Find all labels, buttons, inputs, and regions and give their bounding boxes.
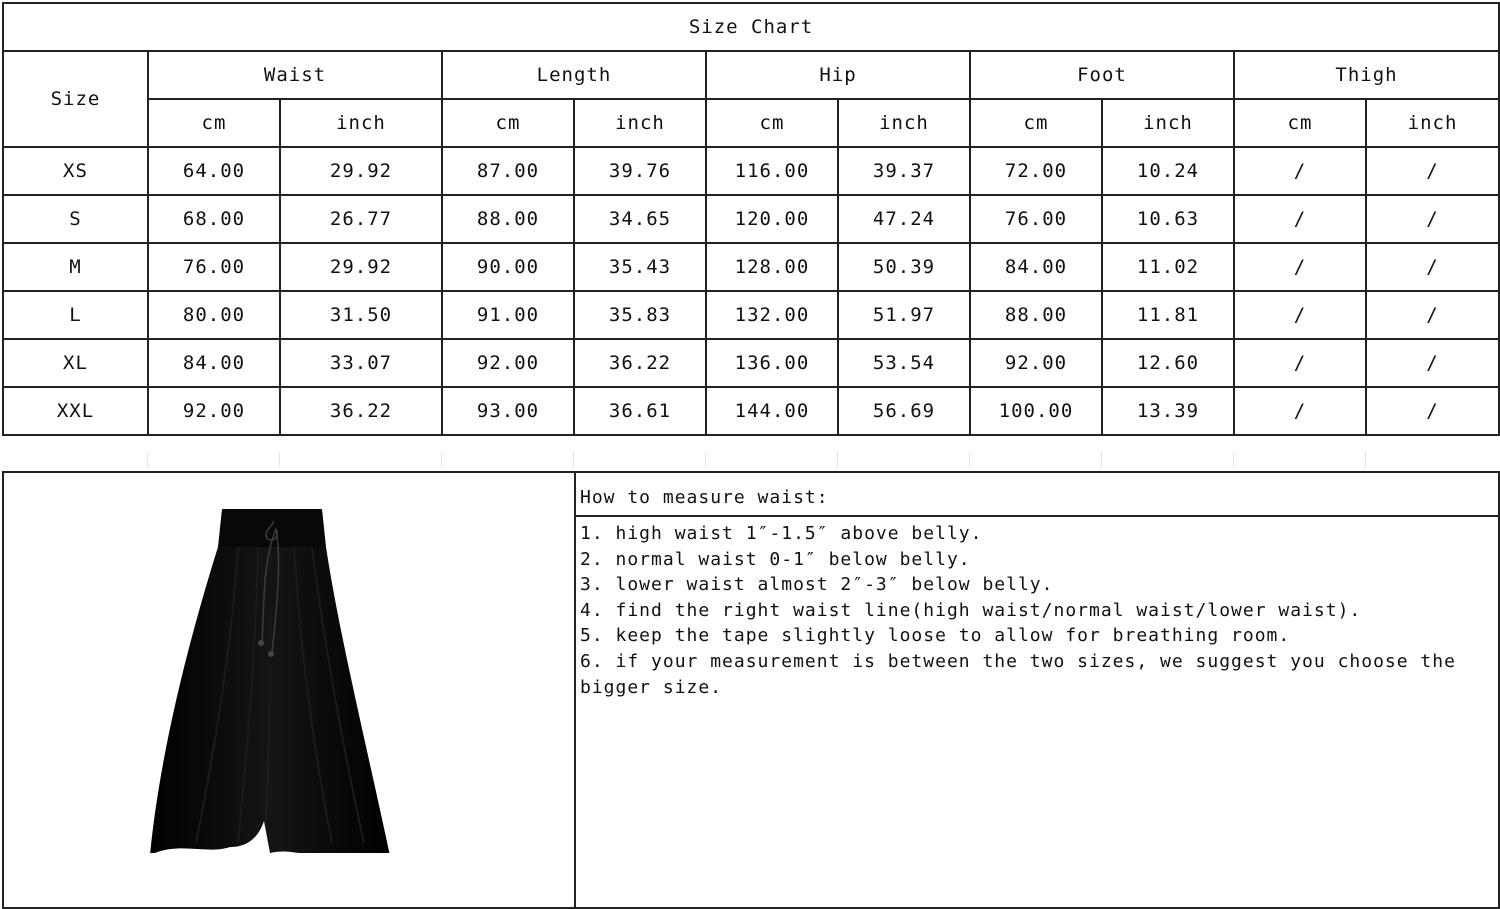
table-cell: 92.00 <box>148 387 280 435</box>
table-cell: 10.24 <box>1102 147 1234 195</box>
size-label-cell: S <box>3 195 148 243</box>
table-cell: / <box>1234 243 1366 291</box>
table-cell: 136.00 <box>706 339 838 387</box>
measure-instructions-panel <box>576 473 1498 907</box>
table-cell: 72.00 <box>970 147 1102 195</box>
table-cell: 76.00 <box>970 195 1102 243</box>
ghost-line <box>147 452 148 468</box>
unit-header-foot-cm: cm <box>970 99 1102 147</box>
table-cell: 13.39 <box>1102 387 1234 435</box>
size-label-cell: XXL <box>3 387 148 435</box>
table-cell: 36.22 <box>574 339 706 387</box>
table-cell: 33.07 <box>280 339 442 387</box>
table-cell: 84.00 <box>148 339 280 387</box>
table-cell: 144.00 <box>706 387 838 435</box>
table-cell: 35.43 <box>574 243 706 291</box>
table-cell: / <box>1366 339 1499 387</box>
table-cell: / <box>1234 387 1366 435</box>
table-cell: 31.50 <box>280 291 442 339</box>
table-row <box>3 291 1499 339</box>
unit-header-thigh-inch: inch <box>1366 99 1499 147</box>
table-cell: / <box>1234 291 1366 339</box>
table-cell: 80.00 <box>148 291 280 339</box>
table-row <box>3 147 1499 195</box>
table-cell: 90.00 <box>442 243 574 291</box>
table-row <box>3 195 1499 243</box>
ghost-line <box>279 452 280 468</box>
group-header-hip: Hip <box>706 51 970 99</box>
unit-header-row <box>3 99 1499 147</box>
table-cell: 91.00 <box>442 291 574 339</box>
table-cell: 53.54 <box>838 339 970 387</box>
measure-instruction-item: 6. if your measurement is between the two sizes, we suggest you choose the bigger size. <box>580 650 1456 698</box>
table-cell: / <box>1234 339 1366 387</box>
table-cell: / <box>1366 147 1499 195</box>
table-cell: 36.22 <box>280 387 442 435</box>
measure-instruction-item: 3. lower waist almost 2″-3″ below belly. <box>580 574 1054 596</box>
table-cell: / <box>1366 195 1499 243</box>
table-cell: 35.83 <box>574 291 706 339</box>
ghost-line <box>441 452 442 468</box>
table-cell: / <box>1366 387 1499 435</box>
group-header-foot: Foot <box>970 51 1234 99</box>
table-cell: 39.76 <box>574 147 706 195</box>
unit-header-foot-inch: inch <box>1102 99 1234 147</box>
table-cell: 56.69 <box>838 387 970 435</box>
unit-header-hip-inch: inch <box>838 99 970 147</box>
size-table-body <box>3 147 1499 435</box>
group-header-waist: Waist <box>148 51 442 99</box>
table-cell: 26.77 <box>280 195 442 243</box>
unit-header-length-cm: cm <box>442 99 574 147</box>
ghost-line <box>837 452 838 468</box>
table-cell: 92.00 <box>970 339 1102 387</box>
table-cell: 84.00 <box>970 243 1102 291</box>
unit-header-hip-cm: cm <box>706 99 838 147</box>
group-header-thigh: Thigh <box>1234 51 1499 99</box>
ghost-line <box>705 452 706 468</box>
table-cell: 51.97 <box>838 291 970 339</box>
table-cell: 11.81 <box>1102 291 1234 339</box>
measure-instruction-item: 4. find the right waist line(high waist/normal waist/lower waist). <box>580 599 1362 621</box>
table-cell: 132.00 <box>706 291 838 339</box>
table-cell: 29.92 <box>280 147 442 195</box>
table-cell: 92.00 <box>442 339 574 387</box>
table-cell: 39.37 <box>838 147 970 195</box>
table-row <box>3 243 1499 291</box>
size-label-cell: XL <box>3 339 148 387</box>
table-cell: 36.61 <box>574 387 706 435</box>
ghost-line <box>573 452 574 468</box>
size-label-cell: XS <box>3 147 148 195</box>
table-cell: 47.24 <box>838 195 970 243</box>
table-cell: / <box>1234 195 1366 243</box>
unit-header-length-inch: inch <box>574 99 706 147</box>
table-cell: 12.60 <box>1102 339 1234 387</box>
ghost-line <box>1101 452 1102 468</box>
ghost-line <box>969 452 970 468</box>
table-cell: / <box>1234 147 1366 195</box>
unit-header-waist-inch: inch <box>280 99 442 147</box>
table-cell: 34.65 <box>574 195 706 243</box>
table-cell: 128.00 <box>706 243 838 291</box>
table-cell: 50.39 <box>838 243 970 291</box>
table-row <box>3 387 1499 435</box>
table-cell: 88.00 <box>970 291 1102 339</box>
table-cell: 93.00 <box>442 387 574 435</box>
measure-instruction-item: 2. normal waist 0-1″ below belly. <box>580 548 971 570</box>
measure-instructions-list <box>576 517 1498 700</box>
table-cell: 87.00 <box>442 147 574 195</box>
group-header-length: Length <box>442 51 706 99</box>
size-label-cell: M <box>3 243 148 291</box>
measure-title: How to measure waist: <box>576 473 1498 517</box>
size-chart-table <box>2 2 1500 436</box>
measure-guide-box <box>2 471 1500 909</box>
table-cell: 64.00 <box>148 147 280 195</box>
table-cell: 120.00 <box>706 195 838 243</box>
measure-instruction-item: 5. keep the tape slightly loose to allow for breathing room. <box>580 625 1291 647</box>
table-cell: / <box>1366 291 1499 339</box>
size-chart-title: Size Chart <box>3 3 1499 51</box>
table-row <box>3 339 1499 387</box>
table-cell: 10.63 <box>1102 195 1234 243</box>
size-column-header: Size <box>3 51 148 147</box>
size-label-cell: L <box>3 291 148 339</box>
table-cell: 88.00 <box>442 195 574 243</box>
table-ghost-lines <box>2 452 1498 468</box>
table-cell: 68.00 <box>148 195 280 243</box>
table-cell: 100.00 <box>970 387 1102 435</box>
measure-instruction-item: 1. high waist 1″-1.5″ above belly. <box>580 523 983 544</box>
table-cell: 29.92 <box>280 243 442 291</box>
unit-header-waist-cm: cm <box>148 99 280 147</box>
unit-header-thigh-cm: cm <box>1234 99 1366 147</box>
table-cell: / <box>1366 243 1499 291</box>
ghost-line <box>1233 452 1234 468</box>
table-cell: 11.02 <box>1102 243 1234 291</box>
ghost-line <box>1365 452 1366 468</box>
table-cell: 76.00 <box>148 243 280 291</box>
product-image-panel <box>4 473 576 907</box>
pants-body <box>150 547 390 853</box>
wide-leg-culottes-image <box>134 503 404 853</box>
table-cell: 116.00 <box>706 147 838 195</box>
